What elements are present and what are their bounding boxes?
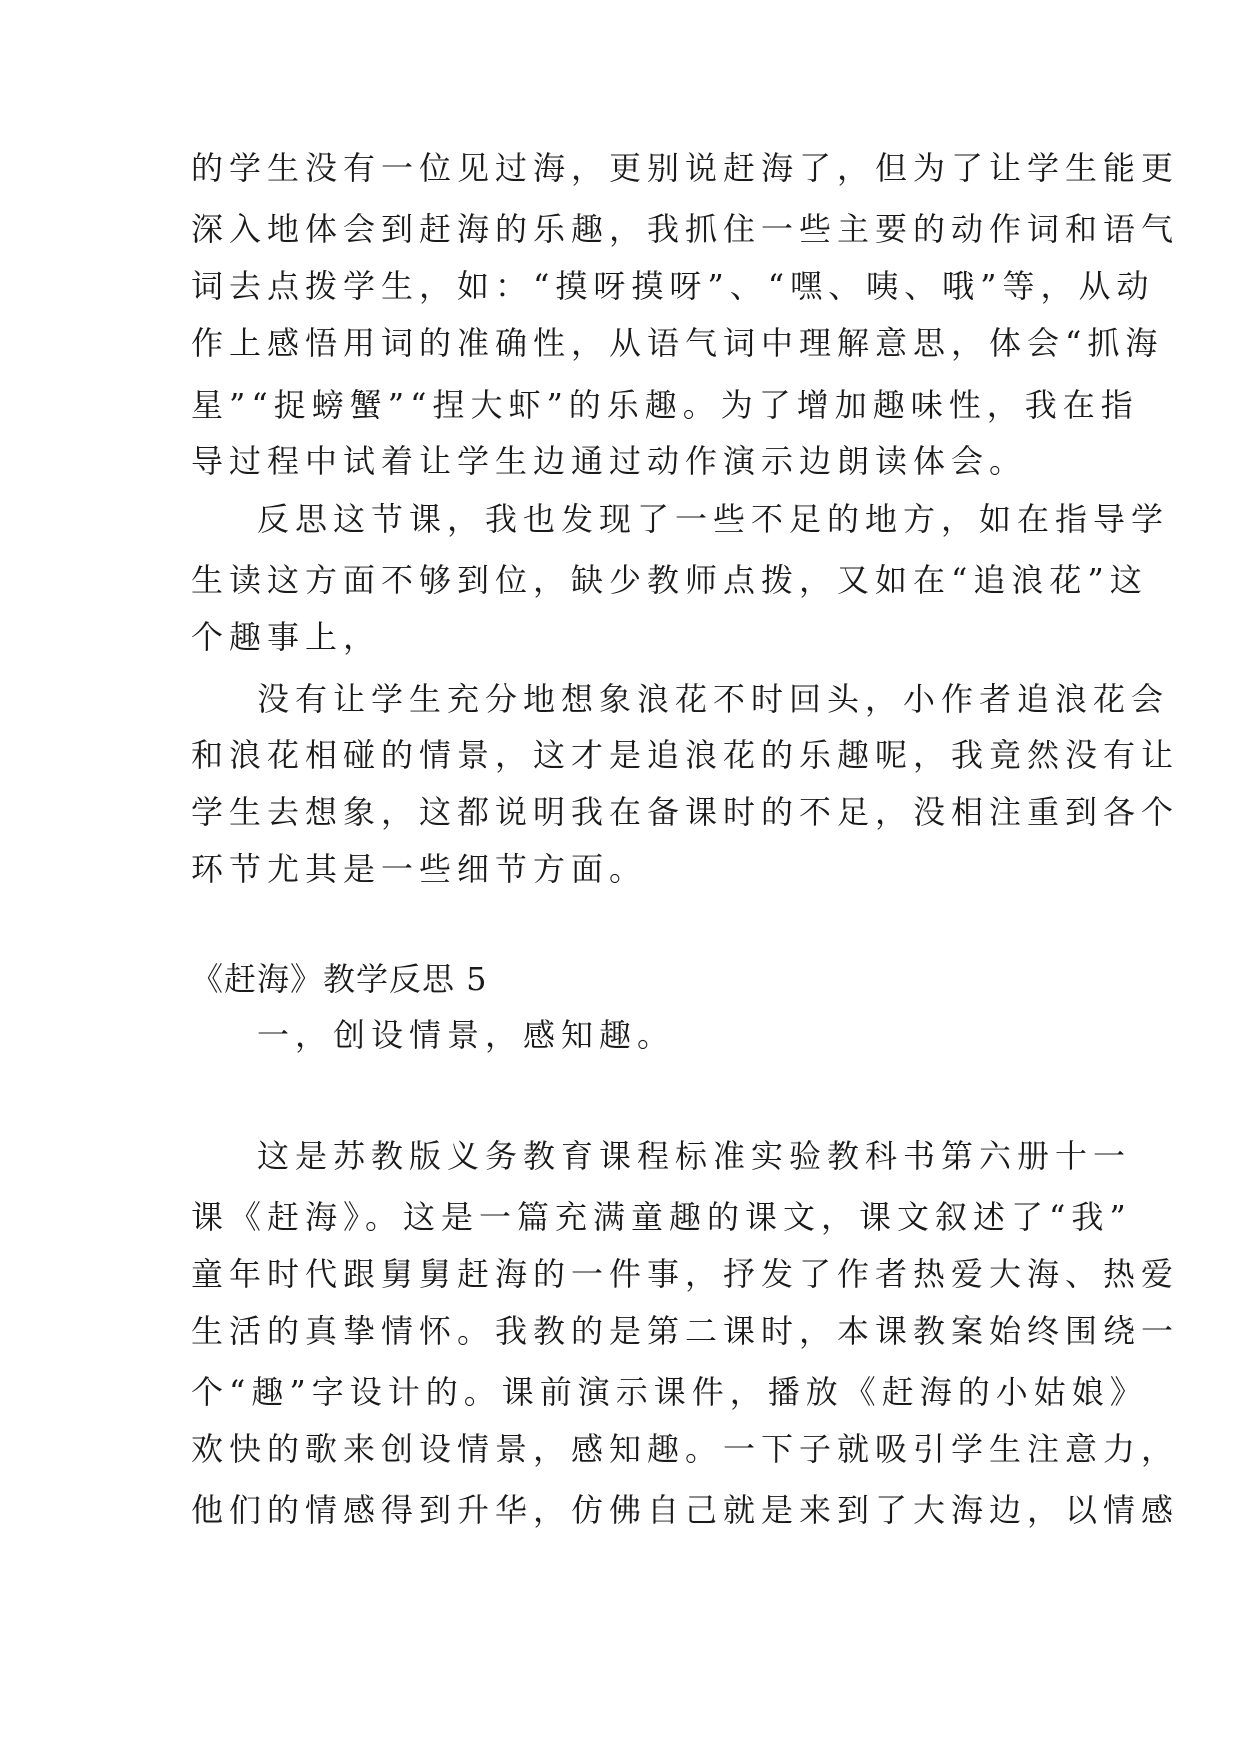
paragraph-3-line-1: 没有让学生充分地想象浪花不时回头，小作者追浪花会 <box>257 680 1170 718</box>
paragraph-4-line-7: 他们的情感得到升华，仿佛自己就是来到了大海边，以情感 <box>191 1491 1180 1529</box>
subheading: 一，创设情景，感知趣。 <box>257 1016 676 1054</box>
paragraph-2-line-1: 反思这节课，我也发现了一些不足的地方，如在指导学 <box>257 500 1170 538</box>
section-title: 《赶海》教学反思 5 <box>191 960 488 998</box>
paragraph-1-line-5: 星”“捉螃蟹”“捏大虾”的乐趣。为了增加趣味性，我在指 <box>191 386 1139 424</box>
paragraph-4-line-2: 课《赶海》。这是一篇充满童趣的课文，课文叙述了“我” <box>191 1198 1132 1236</box>
paragraph-4-line-1: 这是苏教版义务教育课程标准实验教科书第六册十一 <box>257 1137 1132 1175</box>
paragraph-3-line-2: 和浪花相碰的情景，这才是追浪花的乐趣呢，我竟然没有让 <box>191 736 1180 774</box>
paragraph-4-line-4: 生活的真挚情怀。我教的是第二课时，本课教案始终围绕一 <box>191 1312 1180 1350</box>
paragraph-1-line-3: 词去点拨学生，如：“摸呀摸呀”、“嘿、咦、哦”等，从动 <box>191 267 1155 305</box>
paragraph-4-line-6: 欢快的歌来创设情景，感知趣。一下子就吸引学生注意力， <box>191 1430 1180 1468</box>
paragraph-3-line-3: 学生去想象，这都说明我在备课时的不足，没相注重到各个 <box>191 793 1180 831</box>
paragraph-4-line-3: 童年时代跟舅舅赶海的一件事，抒发了作者热爱大海、热爱 <box>191 1255 1180 1293</box>
paragraph-1-line-2: 深入地体会到赶海的乐趣，我抓住一些主要的动作词和语气 <box>191 210 1180 248</box>
paragraph-3-line-4: 环节尤其是一些细节方面。 <box>191 850 648 888</box>
paragraph-1-line-1: 的学生没有一位见过海，更别说赶海了，但为了让学生能更 <box>191 149 1180 187</box>
paragraph-4-line-5: 个“趣”字设计的。课前演示课件，播放《赶海的小姑娘》 <box>191 1373 1148 1411</box>
paragraph-1-line-6: 导过程中试着让学生边通过动作演示边朗读体会。 <box>191 442 1028 480</box>
paragraph-2-line-2: 生读这方面不够到位，缺少教师点拨，又如在“追浪花”这 <box>191 561 1148 599</box>
paragraph-2-line-3: 个趣事上， <box>191 618 382 656</box>
paragraph-1-line-4: 作上感悟用词的准确性，从语气词中理解意思，体会“抓海 <box>191 324 1164 362</box>
